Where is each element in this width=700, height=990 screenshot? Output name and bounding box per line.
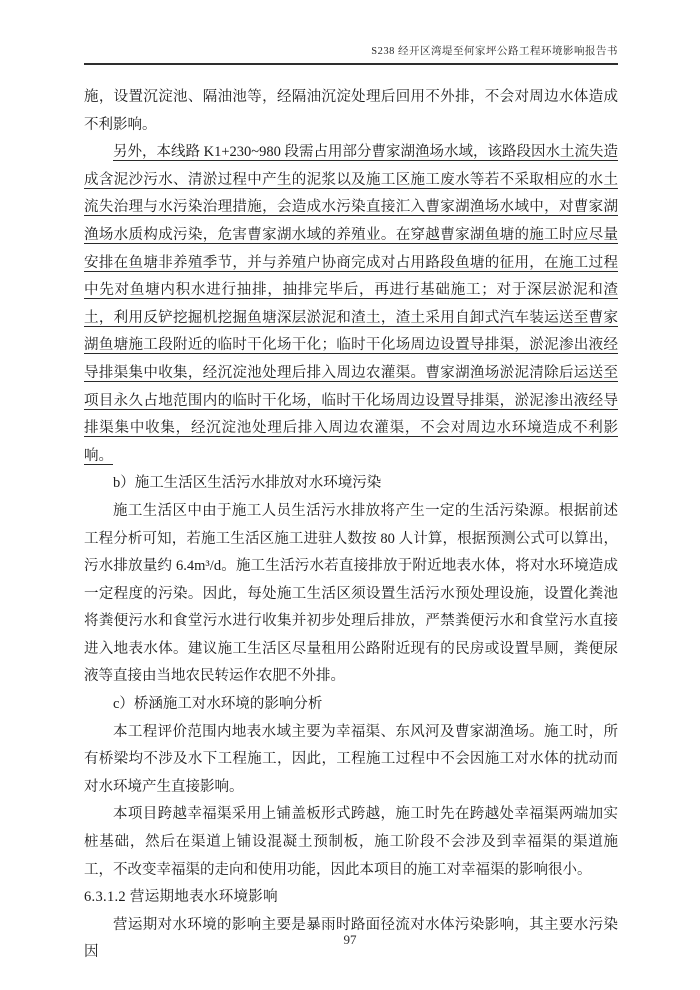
document-body	[84, 84, 618, 967]
report-header-title: S238 经开区湾堤至何家坪公路工程环境影响报告书	[371, 46, 618, 57]
paragraph-bridge-impact-2: 本项目跨越幸福渠采用上铺盖板形式跨越，施工时先在跨越处幸福渠两端加实桩基础，然后在渠道上铺设混凝土预制板，施工阶段不会涉及到幸福渠的渠道施工，不改变幸福渠的走向和使用功能，因此本项目的施工对幸福渠的影响很小。	[84, 806, 618, 878]
paragraph-fishpond-underlined: 另外，本线路 K1+230~980 段需占用部分曹家湖渔场水域，该路段因水土流失造成含泥沙污水、清淤过程中产生的泥浆以及施工区施工废水等若不采取相应的水土流失治理与水污染治理措施，会造成水污染直接汇入曹家湖渔场水域中，对曹家湖渔场水质构成污染，危害曹家湖水域的养殖业。在穿越曹家湖鱼塘的施工时应尽量安排在鱼塘非养殖季节，并与养殖户协商完成对占用路段鱼塘的征用，在施工过程中先对鱼塘内积水进行抽排，抽排完毕后，再进行基础施工；对于深层淤泥和渣土，利用反铲挖掘机挖掘鱼塘深层淤泥和渣土，渣土采用自卸式汽车装运送至曹家湖鱼塘施工段附近的临时干化场干化；临时干化场周边设置导排渠，淤泥渗出液经导排渠集中收集，经沉淀池处理后排入周边农灌渠。曹家湖渔场淤泥清除后运送至项目永久占地范围内的临时干化场，临时干化场周边设置导排渠，淤泥渗出液经导排渠集中收集，经沉淀池处理后排入周边农灌渠，不会对周边水环境造成不利影响。	[84, 144, 618, 464]
subheading-b-domestic-sewage: b）施工生活区生活污水排放对水环境污染	[113, 475, 382, 492]
section-heading-6-3-1-2: 6.3.1.2 营运期地表水环境影响	[84, 889, 278, 906]
subheading-c-bridge-culvert: c）桥涵施工对水环境的影响分析	[113, 696, 323, 713]
paragraph-continuation: 施，设置沉淀池、隔油池等，经隔油沉淀处理后回用不外排，不会对周边水体造成不利影响。	[84, 89, 618, 133]
paragraph-bridge-impact-1: 本工程评价范围内地表水域主要为幸福渠、东风河及曹家湖渔场。施工时，所有桥梁均不涉及水下工程施工，因此，工程施工过程中不会因施工对水体的扰动而对水环境产生直接影响。	[84, 723, 618, 795]
paragraph-domestic-sewage: 施工生活区中由于施工人员生活污水排放将产生一定的生活污染源。根据前述工程分析可知，若施工生活区施工进驻人数按 80 人计算，根据预测公式可以算出，污水排放量约 6.4m³/d。施工生活污水若直接排放于附近地表水体，将对水环境造成一定程度的污染。因此，每处施工生活区须设置生活污水预处理设施，设置化粪池将粪便污水和食堂污水进行收集并初步处理后排放，严禁粪便污水和食堂污水直接进入地表水体。建议施工生活区尽量租用公路附近现有的民房或设置旱厕，粪便尿液等直接由当地农民转运作农肥不外排。	[84, 502, 618, 685]
page-number: 97	[343, 932, 357, 947]
paragraph-operation-period: 营运期对水环境的影响主要是暴雨时路面径流对水体污染影响，其主要水污染因	[84, 916, 618, 961]
header-rule	[84, 63, 618, 65]
